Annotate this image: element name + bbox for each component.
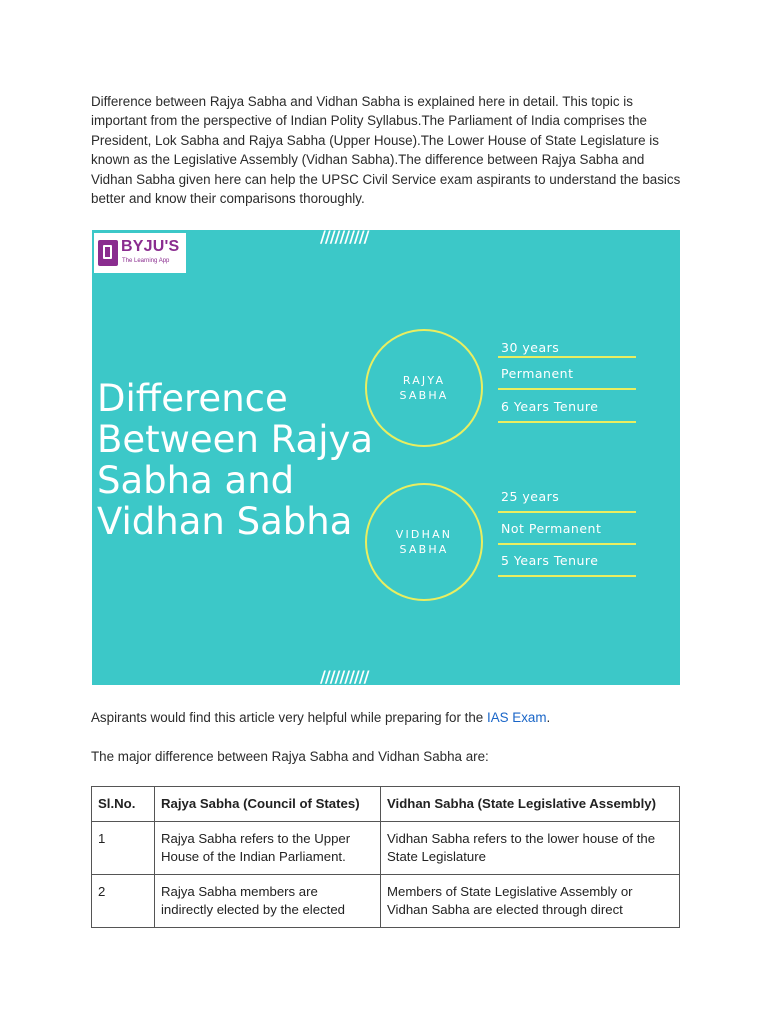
table-row (92, 822, 680, 875)
cell-slno: 2 (92, 875, 155, 928)
intro-paragraph: Difference between Rajya Sabha and Vidhan Sabha is explained here in detail. This topic is important from the perspective of Indian Polity Syllabus.The Parliament of India comprises the President, Lok Sabha and Rajya Sabha (Upper House).The Lower House of State Legislature is known as the Legislative Assembly (Vidhan Sabha).The difference between Rajya Sabha and Vidhan Sabha given here can help the UPSC Civil Service exam aspirants to understand the basics better and know their comparisons thoroughly. (91, 94, 681, 207)
infographic-banner (92, 230, 680, 685)
cell-vidhan: Vidhan Sabha refers to the lower house of the State Legislature (381, 822, 680, 875)
vidhan-sabha-label: VIDHAN SABHA (395, 528, 453, 556)
divider (498, 575, 636, 577)
divider (498, 356, 636, 358)
divider (498, 388, 636, 390)
byjus-logo (94, 233, 186, 273)
ias-exam-link[interactable]: IAS Exam (486, 710, 547, 725)
rajya-sabha-label: RAJYA SABHA (399, 374, 449, 402)
header-slno: Sl.No. (92, 787, 155, 822)
vidhan-fact-age: 25 years (501, 489, 560, 504)
cell-rajya: Rajya Sabha refers to the Upper House of the Indian Parliament. (155, 822, 381, 875)
divider (498, 421, 636, 423)
header-vidhan: Vidhan Sabha (State Legislative Assembly) (381, 787, 680, 822)
rajya-sabha-circle (365, 329, 483, 447)
vidhan-fact-tenure: 5 Years Tenure (501, 553, 599, 568)
comparison-table (91, 786, 680, 928)
divider (498, 543, 636, 545)
header-rajya: Rajya Sabha (Council of States) (155, 787, 381, 822)
vidhan-fact-permanence: Not Permanent (501, 521, 602, 536)
table-header-row (92, 787, 680, 822)
logo-name: BYJU'S (121, 238, 180, 255)
divider (498, 511, 636, 513)
logo-tagline: The Learning App (122, 258, 170, 264)
aspirants-period: . (546, 710, 551, 725)
rajya-fact-age: 30 years (501, 340, 560, 355)
stripes-bottom: ////////// (320, 667, 369, 685)
banner-headline: Difference Between Rajya Sabha and Vidhan Sabha (97, 377, 374, 543)
table-row (92, 875, 680, 928)
rajya-fact-permanence: Permanent (501, 366, 574, 381)
major-difference-line: The major difference between Rajya Sabha and Vidhan Sabha are: (91, 749, 489, 764)
byjus-logo-icon (98, 240, 118, 266)
aspirants-paragraph (91, 710, 550, 725)
cell-vidhan: Members of State Legislative Assembly or Vidhan Sabha are elected through direct (381, 875, 680, 928)
cell-slno: 1 (92, 822, 155, 875)
aspirants-text: Aspirants would find this article very helpful while preparing for the (91, 710, 487, 725)
rajya-fact-tenure: 6 Years Tenure (501, 399, 599, 414)
vidhan-sabha-circle (365, 483, 483, 601)
stripes-top: ////////// (320, 230, 369, 246)
cell-rajya: Rajya Sabha members are indirectly elected by the elected (155, 875, 381, 928)
